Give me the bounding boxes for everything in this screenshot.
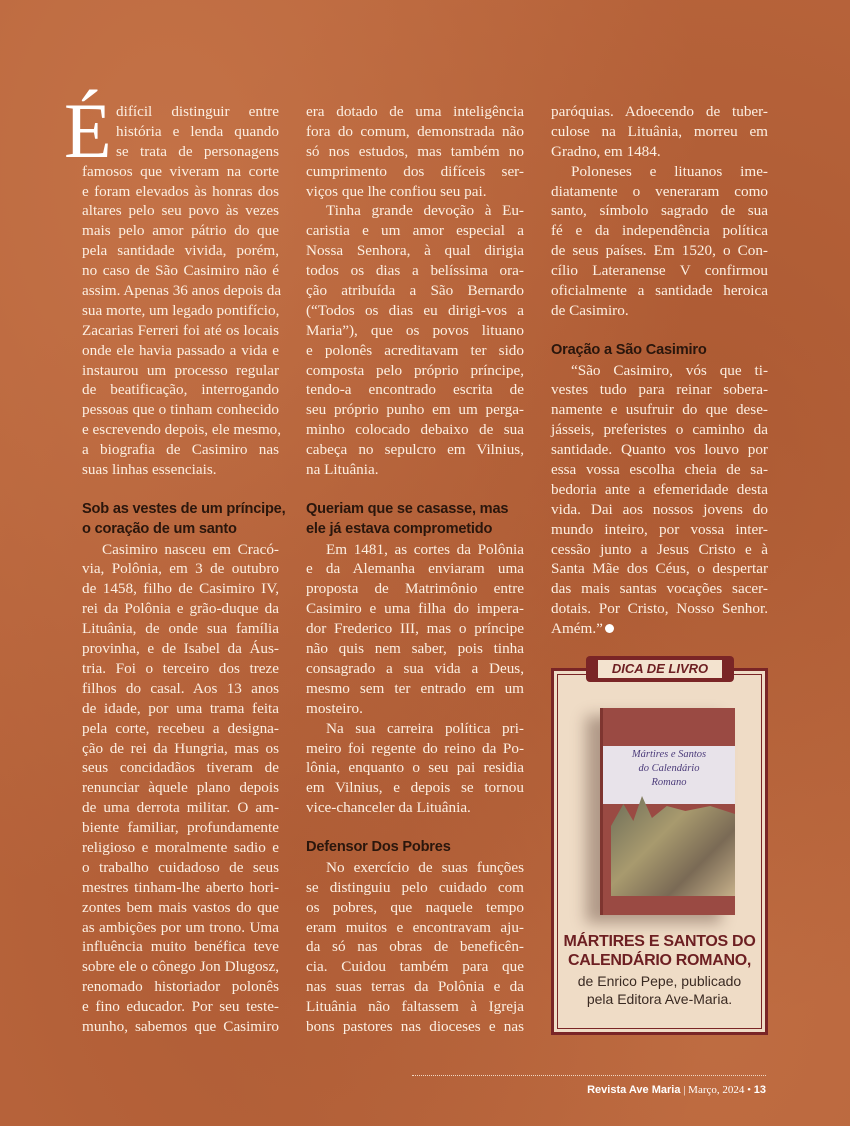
line-text: instaurou um processo regular xyxy=(82,361,279,379)
paragraph-line xyxy=(551,261,768,281)
line-text: Zacarias Ferreri foi até os locais xyxy=(82,321,279,339)
line-text: famosos que viveram na corte xyxy=(82,162,279,180)
spacer xyxy=(306,818,524,838)
paragraph-line xyxy=(82,798,279,818)
line-text: mosteiro. xyxy=(306,699,363,717)
paragraph-line xyxy=(82,918,279,938)
line-text: em Vilnius, e depois se tornou xyxy=(306,779,524,797)
line-text: mais pelo amor pátrio do que xyxy=(82,222,279,240)
section-heading xyxy=(82,520,279,540)
paragraph-line xyxy=(306,221,524,241)
paragraph-line xyxy=(82,619,279,639)
line-text: religioso e moralmente sadio e xyxy=(82,838,279,856)
paragraph-line xyxy=(551,540,768,560)
line-text: eram muitos e encontravam aju- xyxy=(306,918,524,936)
book-credits xyxy=(551,972,768,1008)
paragraph-line xyxy=(82,142,279,162)
paragraph-line xyxy=(306,758,524,778)
line-text: e fino educador. Por seu teste- xyxy=(82,998,279,1016)
line-text: Oração a São Casimiro xyxy=(551,341,707,358)
paragraph-line xyxy=(306,142,524,162)
cover-title-line: Mártires e Santos xyxy=(631,749,707,760)
cover-title-line: do Calendário xyxy=(638,763,700,774)
paragraph-line xyxy=(306,301,524,321)
paragraph-line xyxy=(306,957,524,977)
line-text: fé e da independência política xyxy=(551,222,768,240)
article-column-2 xyxy=(306,102,524,1037)
line-text: renunciar àquele plano depois xyxy=(82,779,279,797)
line-text: todos os dias a belíssima ora- xyxy=(306,262,524,280)
paragraph-line xyxy=(82,241,279,261)
paragraph-line xyxy=(551,182,768,202)
line-text: era dotado de uma inteligência xyxy=(306,103,524,120)
paragraph-line xyxy=(551,460,768,480)
section-heading xyxy=(82,500,286,520)
line-text: viços que lhe confiou seu pai. xyxy=(306,182,487,200)
line-text: difícil distinguir entre xyxy=(116,103,279,120)
line-text: altares pelo seu povo às vezes xyxy=(82,202,279,220)
section-heading xyxy=(306,838,524,858)
line-text: de 1458, filho de Casimiro IV, xyxy=(82,580,279,598)
paragraph-line xyxy=(551,102,768,122)
spacer xyxy=(306,480,524,500)
line-text: ção atribuída a São Bernardo xyxy=(306,282,524,300)
line-text: cia. Cuidou também para que xyxy=(306,958,524,976)
section-heading xyxy=(306,520,524,540)
line-text: biente familiar, profundamente xyxy=(82,819,279,837)
paragraph-line xyxy=(306,619,524,639)
paragraph-line xyxy=(306,1017,524,1037)
paragraph-line xyxy=(306,420,524,440)
paragraph-line xyxy=(82,341,279,361)
paragraph-line xyxy=(82,400,279,420)
line-text: Lituânia não faltassem à Igreja xyxy=(306,998,524,1016)
paragraph-line xyxy=(551,142,768,162)
line-text: vice-chanceler da Lituânia. xyxy=(306,799,471,817)
spacer xyxy=(82,480,279,500)
line-text: Defensor Dos Pobres xyxy=(306,838,451,855)
paragraph-line xyxy=(82,699,279,719)
cover-title xyxy=(603,748,735,790)
line-text: e foram elevados às honras dos xyxy=(82,182,279,200)
paragraph-line xyxy=(82,301,279,321)
paragraph-line xyxy=(306,937,524,957)
paragraph-line xyxy=(82,977,279,997)
paragraph-line xyxy=(82,997,279,1017)
line-text: e da Alemanha enviaram uma xyxy=(306,560,524,578)
page-footer xyxy=(587,1084,766,1096)
line-text: bons pastores nas dioceses e nas xyxy=(306,1017,524,1035)
line-text: pela santidade vivida, porém, xyxy=(82,242,279,260)
line-text: de Casimiro. xyxy=(551,301,629,319)
line-text: Casimiro nasceu em Cracó- xyxy=(102,540,279,558)
paragraph-line xyxy=(551,619,768,639)
paragraph-line xyxy=(82,758,279,778)
paragraph-line xyxy=(306,858,524,878)
paragraph-line xyxy=(306,122,524,142)
paragraph-line xyxy=(82,361,279,381)
line-text: as ambições por um trono. Uma xyxy=(82,918,279,936)
paragraph-line xyxy=(551,122,768,142)
line-text: se trata de personagens xyxy=(116,142,279,160)
line-text: cílio Lateranense V confirmou xyxy=(551,262,768,280)
paragraph-line xyxy=(82,122,279,142)
paragraph-line xyxy=(82,639,279,659)
line-text: rei da Polônia e grão-duque da xyxy=(82,600,279,618)
line-text: história e lenda quando xyxy=(116,122,279,140)
paragraph-line xyxy=(551,241,768,261)
line-text: mundo inteiro, por vossa inter- xyxy=(551,520,768,538)
paragraph-line xyxy=(306,400,524,420)
line-text: santo, símbolo sagrado de sua xyxy=(551,202,768,220)
line-text: onde ele havia passado a vida e xyxy=(82,341,279,359)
line-text: filhos do casal. Aos 13 anos xyxy=(82,679,279,697)
line-text: lônia, enquanto o seu pai residia xyxy=(306,759,524,777)
line-text: meiro foi regente do reino da Po- xyxy=(306,739,524,757)
paragraph-line xyxy=(82,1017,279,1037)
line-text: essa vossa escolha cheia de sa- xyxy=(551,461,768,479)
paragraph-line xyxy=(306,201,524,221)
line-text: dor Frederico III, mas o príncipe xyxy=(306,620,524,638)
end-mark-icon xyxy=(605,624,614,633)
footer-divider xyxy=(412,1075,766,1076)
paragraph-line xyxy=(306,599,524,619)
book-credits-line: de Enrico Pepe, publicado xyxy=(577,973,742,989)
line-text: ele já estava comprometido xyxy=(306,520,493,537)
paragraph-line xyxy=(82,937,279,957)
paragraph-line xyxy=(306,281,524,301)
paragraph-line xyxy=(82,898,279,918)
paragraph-line xyxy=(306,659,524,679)
paragraph-line xyxy=(551,420,768,440)
line-text: tria. Foi o terceiro dos treze xyxy=(82,659,279,677)
book-title-line: CALENDÁRIO ROMANO, xyxy=(567,952,752,969)
drop-cap: É xyxy=(64,87,112,174)
line-text: vestes tudo para reinar sobera- xyxy=(551,381,768,399)
line-text: diatamente o veneraram como xyxy=(551,182,768,200)
line-text: suas linhas essenciais. xyxy=(82,461,217,479)
line-text: jásseis, preferistes o caminho da xyxy=(551,421,768,439)
paragraph-line xyxy=(82,858,279,878)
paragraph-line xyxy=(551,559,768,579)
line-text: Sob as vestes de um príncipe, xyxy=(82,500,286,517)
paragraph-line xyxy=(551,361,768,381)
line-text: Lituânia, de onde sua família xyxy=(82,620,279,638)
paragraph-line xyxy=(82,182,279,202)
cover-painting xyxy=(611,796,735,896)
paragraph-line xyxy=(306,679,524,699)
line-text: Nossa Senhora, à qual dirigia xyxy=(306,242,524,260)
line-text: assim. Apenas 36 anos depois da xyxy=(82,282,282,300)
paragraph-line xyxy=(306,380,524,400)
paragraph-line xyxy=(82,679,279,699)
paragraph-line xyxy=(82,818,279,838)
paragraph-line xyxy=(82,440,279,460)
paragraph-line xyxy=(82,281,282,301)
line-text: o trabalho cuidadoso de seus xyxy=(82,858,279,876)
line-text: vida. Dai aos nossos jovens do xyxy=(551,500,768,518)
paragraph-line xyxy=(306,361,524,381)
paragraph-line xyxy=(551,579,768,599)
line-text: de uma derrota militar. O am- xyxy=(82,799,279,817)
paragraph-line xyxy=(551,440,768,460)
line-text: os pobres, que naquele tempo xyxy=(306,898,524,916)
book-tip-badge-label: DICA DE LIVRO xyxy=(598,660,722,678)
cover-title-line: Romano xyxy=(651,777,687,788)
line-text: via, Polônia, em 3 de outubro xyxy=(82,560,279,578)
paragraph-line xyxy=(306,997,524,1017)
footer-bullet: • xyxy=(747,1084,751,1096)
paragraph-line xyxy=(306,878,524,898)
paragraph-line xyxy=(82,957,279,977)
line-text: de idade, por uma trama feita xyxy=(82,699,279,717)
line-text: a biografia de Casimiro nas xyxy=(82,441,279,459)
paragraph-line xyxy=(551,480,768,500)
line-text: das mais santas vocações sacer- xyxy=(551,580,768,598)
line-text: ção de rei da Hungria, mas os xyxy=(82,739,279,757)
paragraph-line xyxy=(82,559,279,579)
paragraph-line xyxy=(551,201,768,221)
paragraph-line xyxy=(306,261,524,281)
line-text: e polonês acreditavam ter sido xyxy=(306,341,524,359)
line-text: Amém.” xyxy=(551,620,603,638)
line-text: seus concidadãos tiveram de xyxy=(82,759,279,777)
line-text: proposta de Matrimônio entre xyxy=(306,580,524,598)
paragraph-line xyxy=(82,460,279,480)
line-text: nas suas terras da Polônia e da xyxy=(306,978,524,996)
line-text: Queriam que se casasse, mas xyxy=(306,500,509,517)
line-text: Maria”), que os povos lituano xyxy=(306,321,524,339)
line-text: Poloneses e lituanos ime- xyxy=(571,162,768,180)
line-text: namente e usufruir do que dese- xyxy=(551,401,768,419)
line-text: culose na Lituânia, morreu em xyxy=(551,122,768,140)
line-text: de seus países. Em 1520, o Con- xyxy=(551,242,768,260)
paragraph-line xyxy=(82,739,279,759)
line-text: bedoria ante a efemeridade desta xyxy=(551,480,768,498)
book-tip-badge xyxy=(586,656,734,682)
paragraph-line xyxy=(551,221,768,241)
line-text: cessão junto a Jesus Cristo e à xyxy=(551,540,768,558)
paragraph-line xyxy=(82,719,279,739)
line-text: no caso de São Casimiro não é xyxy=(82,262,279,280)
book-credits-line: pela Editora Ave-Maria. xyxy=(586,991,733,1007)
footer-separator: | xyxy=(683,1084,686,1096)
section-heading xyxy=(551,341,768,361)
spacer xyxy=(551,321,768,341)
paragraph-line xyxy=(82,201,279,221)
line-text: só nos estudos, mas também no xyxy=(306,142,524,160)
line-text: minho colocado debaixo de sua xyxy=(306,421,524,439)
paragraph-line xyxy=(306,918,524,938)
line-text: oficialmente a santidade heroica xyxy=(551,282,768,300)
line-text: Casimiro e uma filha do impera- xyxy=(306,600,524,618)
paragraph-line xyxy=(306,898,524,918)
line-text: (“Todos os dias eu dirigi-vos a xyxy=(306,301,524,319)
line-text: o coração de um santo xyxy=(82,520,237,537)
line-text: e escrevendo depois, ele mesmo, xyxy=(82,421,282,439)
paragraph-line xyxy=(551,301,768,321)
paragraph-line xyxy=(551,500,768,520)
paragraph-line xyxy=(82,540,279,560)
line-text: zontes bem mais vastos do que xyxy=(82,898,279,916)
line-text: composta pelo próprio príncipe, xyxy=(306,361,524,379)
paragraph-line xyxy=(82,878,279,898)
line-text: se distinguiu pelo cuidado com xyxy=(306,878,524,896)
paragraph-line xyxy=(82,838,279,858)
line-text: tendo-a encontrado escrita de xyxy=(306,381,524,399)
line-text: sua morte, um legado pontifício, xyxy=(82,301,280,319)
line-text: de beatificação, interrogando xyxy=(82,381,279,399)
paragraph-line xyxy=(306,341,524,361)
line-text: Em 1481, as cortes da Polônia xyxy=(326,540,524,558)
line-text: influência muito benéfica teve xyxy=(82,938,279,956)
paragraph-line xyxy=(306,162,524,182)
paragraph-line xyxy=(306,460,524,480)
paragraph-line xyxy=(306,719,524,739)
issue-date: Março, 2024 xyxy=(688,1084,745,1096)
line-text: No exercício de suas funções xyxy=(326,858,524,876)
paragraph-line xyxy=(82,221,279,241)
paragraph-line xyxy=(551,520,768,540)
line-text: na Lituânia. xyxy=(306,461,379,479)
paragraph-line xyxy=(82,321,279,341)
page-number: 13 xyxy=(753,1084,766,1096)
line-text: pessoas que o tinham conhecido xyxy=(82,401,279,419)
paragraph-line xyxy=(306,639,524,659)
magazine-name: Revista Ave Maria xyxy=(587,1084,681,1096)
paragraph-line xyxy=(306,559,524,579)
paragraph-line xyxy=(551,380,768,400)
paragraph-line xyxy=(306,440,524,460)
paragraph-line xyxy=(306,977,524,997)
paragraph-line xyxy=(306,778,524,798)
paragraph-line xyxy=(82,162,279,182)
line-text: fora do comum, demonstrada não xyxy=(306,122,524,140)
paragraph-line xyxy=(551,599,768,619)
line-text: consagrado a sua vida a Deus, xyxy=(306,659,524,677)
line-text: paróquias. Adoecendo de tuber- xyxy=(551,103,768,120)
paragraph-line xyxy=(82,599,279,619)
section-heading xyxy=(306,500,524,520)
paragraph-line xyxy=(306,579,524,599)
paragraph-line xyxy=(306,102,524,122)
article-column-3 xyxy=(551,102,768,639)
line-text: Gradno, em 1484. xyxy=(551,142,661,160)
paragraph-line xyxy=(306,321,524,341)
book-title xyxy=(551,932,768,970)
line-text: santidade. Quanto vos louvo por xyxy=(551,441,768,459)
paragraph-line xyxy=(82,261,279,281)
line-text: pela corte, recebeu a designa- xyxy=(82,719,279,737)
line-text: caristia e um amor especial a xyxy=(306,222,524,240)
line-text: dotais. Por Cristo, Nosso Senhor. xyxy=(551,600,768,618)
book-title-line: MÁRTIRES E SANTOS DO xyxy=(563,933,756,950)
paragraph-line xyxy=(551,400,768,420)
line-text: Tinha grande devoção à Eu- xyxy=(326,202,524,220)
paragraph-line xyxy=(306,739,524,759)
paragraph-line xyxy=(82,102,279,122)
line-text: não quis nem saber, pois tinha xyxy=(306,640,524,658)
line-text: provinha, e de Isabel da Áus- xyxy=(82,640,279,658)
line-text: Na sua carreira política pri- xyxy=(326,719,524,737)
paragraph-line xyxy=(306,182,524,202)
line-text: cabeça no sepulcro em Vilnius, xyxy=(306,441,524,459)
paragraph-line xyxy=(82,778,279,798)
paragraph-line xyxy=(82,579,279,599)
paragraph-line xyxy=(82,420,282,440)
paragraph-line xyxy=(306,241,524,261)
line-text: munho, sabemos que Casimiro xyxy=(82,1017,279,1035)
book-cover-image xyxy=(600,708,735,915)
line-text: mesmo sem ter entrado em um xyxy=(306,679,524,697)
line-text: seu próprio punho em um perga- xyxy=(306,401,524,419)
paragraph-line xyxy=(82,659,279,679)
line-text: “São Casimiro, vós que ti- xyxy=(571,361,768,379)
paragraph-line xyxy=(306,699,524,719)
paragraph-line xyxy=(306,798,524,818)
article-column-1 xyxy=(82,102,286,1037)
line-text: da só nas obras de beneficên- xyxy=(306,938,524,956)
paragraph-line xyxy=(551,281,768,301)
paragraph-line xyxy=(551,162,768,182)
paragraph-line xyxy=(82,380,279,400)
line-text: renomado historiador polonês xyxy=(82,978,279,996)
paragraph-line xyxy=(306,540,524,560)
line-text: mestres tinham-lhe aberto hori- xyxy=(82,878,279,896)
line-text: sobre ele o cônego Jon Dlugosz, xyxy=(82,958,279,976)
line-text: Santa Mãe dos Céus, o despertar xyxy=(551,560,768,578)
line-text: cumprimento dos difíceis ser- xyxy=(306,162,524,180)
